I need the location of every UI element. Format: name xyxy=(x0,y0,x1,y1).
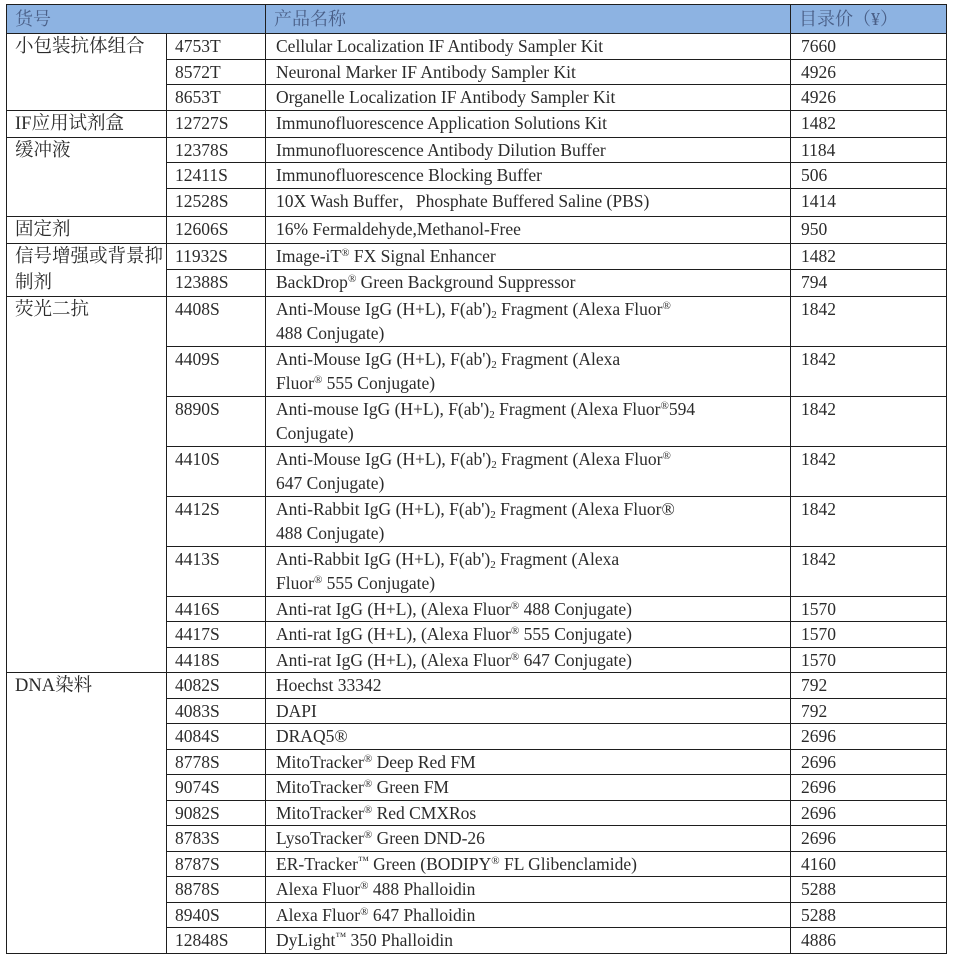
name-cell: Anti-rat IgG (H+L), (Alexa Fluor® 488 Conjugate) xyxy=(266,596,791,622)
code-cell: 4418S xyxy=(167,647,266,673)
header-price: 目录价（¥） xyxy=(791,5,947,34)
category-cell: DNA染料 xyxy=(7,673,167,954)
code-cell: 11932S xyxy=(167,243,266,270)
table-row xyxy=(7,296,947,346)
code-cell: 4409S xyxy=(167,346,266,396)
name-cell: Organelle Localization IF Antibody Sampler Kit xyxy=(266,85,791,111)
price-cell: 2696 xyxy=(791,800,947,826)
name-cell: BackDrop® Green Background Suppressor xyxy=(266,270,791,297)
table-row xyxy=(7,216,947,243)
code-cell: 12727S xyxy=(167,110,266,137)
code-cell: 4417S xyxy=(167,622,266,648)
product-price-table xyxy=(6,4,947,954)
name-cell: Neuronal Marker IF Antibody Sampler Kit xyxy=(266,59,791,85)
price-cell: 1184 xyxy=(791,137,947,163)
name-cell: DAPI xyxy=(266,698,791,724)
price-cell: 4926 xyxy=(791,59,947,85)
price-cell: 792 xyxy=(791,673,947,699)
table-header-row xyxy=(7,5,947,34)
code-cell: 4412S xyxy=(167,496,266,546)
name-cell: Alexa Fluor® 488 Phalloidin xyxy=(266,877,791,903)
table-row xyxy=(7,110,947,137)
price-cell: 1842 xyxy=(791,396,947,446)
code-cell: 9082S xyxy=(167,800,266,826)
name-cell: Immunofluorescence Application Solutions Kit xyxy=(266,110,791,137)
code-cell: 4408S xyxy=(167,296,266,346)
price-cell: 2696 xyxy=(791,724,947,750)
price-cell: 1842 xyxy=(791,496,947,546)
price-cell: 2696 xyxy=(791,749,947,775)
code-cell: 8778S xyxy=(167,749,266,775)
code-cell: 8783S xyxy=(167,826,266,852)
name-cell: Anti-rat IgG (H+L), (Alexa Fluor® 555 Conjugate) xyxy=(266,622,791,648)
price-cell: 4926 xyxy=(791,85,947,111)
price-cell: 4886 xyxy=(791,928,947,954)
price-cell: 950 xyxy=(791,216,947,243)
price-cell: 5288 xyxy=(791,877,947,903)
code-cell: 8787S xyxy=(167,851,266,877)
name-cell: Alexa Fluor® 647 Phalloidin xyxy=(266,902,791,928)
code-cell: 8572T xyxy=(167,59,266,85)
price-cell: 1570 xyxy=(791,596,947,622)
price-cell: 1482 xyxy=(791,110,947,137)
code-cell: 12388S xyxy=(167,270,266,297)
name-cell: Anti-Mouse IgG (H+L), $F(ab')_2$ Fragment (Alexa Fluor® 488 Conjugate) xyxy=(266,296,791,346)
price-cell: 1570 xyxy=(791,647,947,673)
price-cell: 792 xyxy=(791,698,947,724)
category-cell: 缓冲液 xyxy=(7,137,167,216)
name-cell: Anti-Mouse IgG (H+L), $F(ab')_2$ Fragment (Alexa Fluor® 555 Conjugate) xyxy=(266,346,791,396)
code-cell: 4416S xyxy=(167,596,266,622)
price-cell: 1842 xyxy=(791,346,947,396)
name-cell: MitoTracker® Red CMXRos xyxy=(266,800,791,826)
name-cell: Anti-rat IgG (H+L), (Alexa Fluor® 647 Conjugate) xyxy=(266,647,791,673)
name-cell: Hoechst 33342 xyxy=(266,673,791,699)
price-cell: 2696 xyxy=(791,775,947,801)
price-cell: 794 xyxy=(791,270,947,297)
code-cell: 8878S xyxy=(167,877,266,903)
code-cell: 9074S xyxy=(167,775,266,801)
price-cell: 1842 xyxy=(791,446,947,496)
code-cell: 12378S xyxy=(167,137,266,163)
code-cell: 4753T xyxy=(167,34,266,60)
table-row xyxy=(7,137,947,163)
name-cell: Cellular Localization IF Antibody Sampler Kit xyxy=(266,34,791,60)
code-cell: 12411S xyxy=(167,163,266,189)
name-cell: DyLight™ 350 Phalloidin xyxy=(266,928,791,954)
code-cell: 4410S xyxy=(167,446,266,496)
table-row xyxy=(7,34,947,60)
name-cell: Anti-Rabbit IgG (H+L), $F(ab')_2$ Fragment (Alexa Fluor® 555 Conjugate) xyxy=(266,546,791,596)
table-row xyxy=(7,673,947,699)
name-cell: Image-iT® FX Signal Enhancer xyxy=(266,243,791,270)
price-cell: 5288 xyxy=(791,902,947,928)
name-cell: Immunofluorescence Antibody Dilution Buffer xyxy=(266,137,791,163)
code-cell: 8940S xyxy=(167,902,266,928)
price-cell: 7660 xyxy=(791,34,947,60)
code-cell: 4084S xyxy=(167,724,266,750)
price-cell: 1842 xyxy=(791,296,947,346)
category-cell: 固定剂 xyxy=(7,216,167,243)
name-cell: Immunofluorescence Blocking Buffer xyxy=(266,163,791,189)
category-cell: 小包装抗体组合 xyxy=(7,34,167,111)
code-cell: 8890S xyxy=(167,396,266,446)
code-cell: 4413S xyxy=(167,546,266,596)
price-cell: 1570 xyxy=(791,622,947,648)
header-code: 货号 xyxy=(7,5,266,34)
price-cell: 506 xyxy=(791,163,947,189)
code-cell: 4083S xyxy=(167,698,266,724)
price-cell: 1482 xyxy=(791,243,947,270)
name-cell: Anti-mouse IgG (H+L), $F(ab')_2$ Fragment (Alexa Fluor®594 Conjugate) xyxy=(266,396,791,446)
category-cell: 荧光二抗 xyxy=(7,296,167,673)
code-cell: 12606S xyxy=(167,216,266,243)
name-cell: 10X Wash Buffer，Phosphate Buffered Saline (PBS) xyxy=(266,188,791,216)
category-cell: 信号增强或背景抑制剂 xyxy=(7,243,167,296)
table-row xyxy=(7,243,947,270)
price-cell: 1414 xyxy=(791,188,947,216)
code-cell: 12528S xyxy=(167,188,266,216)
name-cell: MitoTracker® Green FM xyxy=(266,775,791,801)
price-cell: 1842 xyxy=(791,546,947,596)
price-cell: 2696 xyxy=(791,826,947,852)
name-cell: Anti-Mouse IgG (H+L), $F(ab')_2$ Fragment (Alexa Fluor® 647 Conjugate) xyxy=(266,446,791,496)
code-cell: 8653T xyxy=(167,85,266,111)
name-cell: 16% Fermaldehyde,Methanol-Free xyxy=(266,216,791,243)
code-cell: 12848S xyxy=(167,928,266,954)
price-cell: 4160 xyxy=(791,851,947,877)
name-cell: MitoTracker® Deep Red FM xyxy=(266,749,791,775)
name-cell: LysoTracker® Green DND-26 xyxy=(266,826,791,852)
code-cell: 4082S xyxy=(167,673,266,699)
name-cell: ER-Tracker™ Green (BODIPY® FL Glibenclamide) xyxy=(266,851,791,877)
name-cell: Anti-Rabbit IgG (H+L), $F(ab')_2$ Fragment (Alexa Fluor® 488 Conjugate) xyxy=(266,496,791,546)
header-product-name: 产品名称 xyxy=(266,5,791,34)
category-cell: IF应用试剂盒 xyxy=(7,110,167,137)
name-cell: DRAQ5® xyxy=(266,724,791,750)
